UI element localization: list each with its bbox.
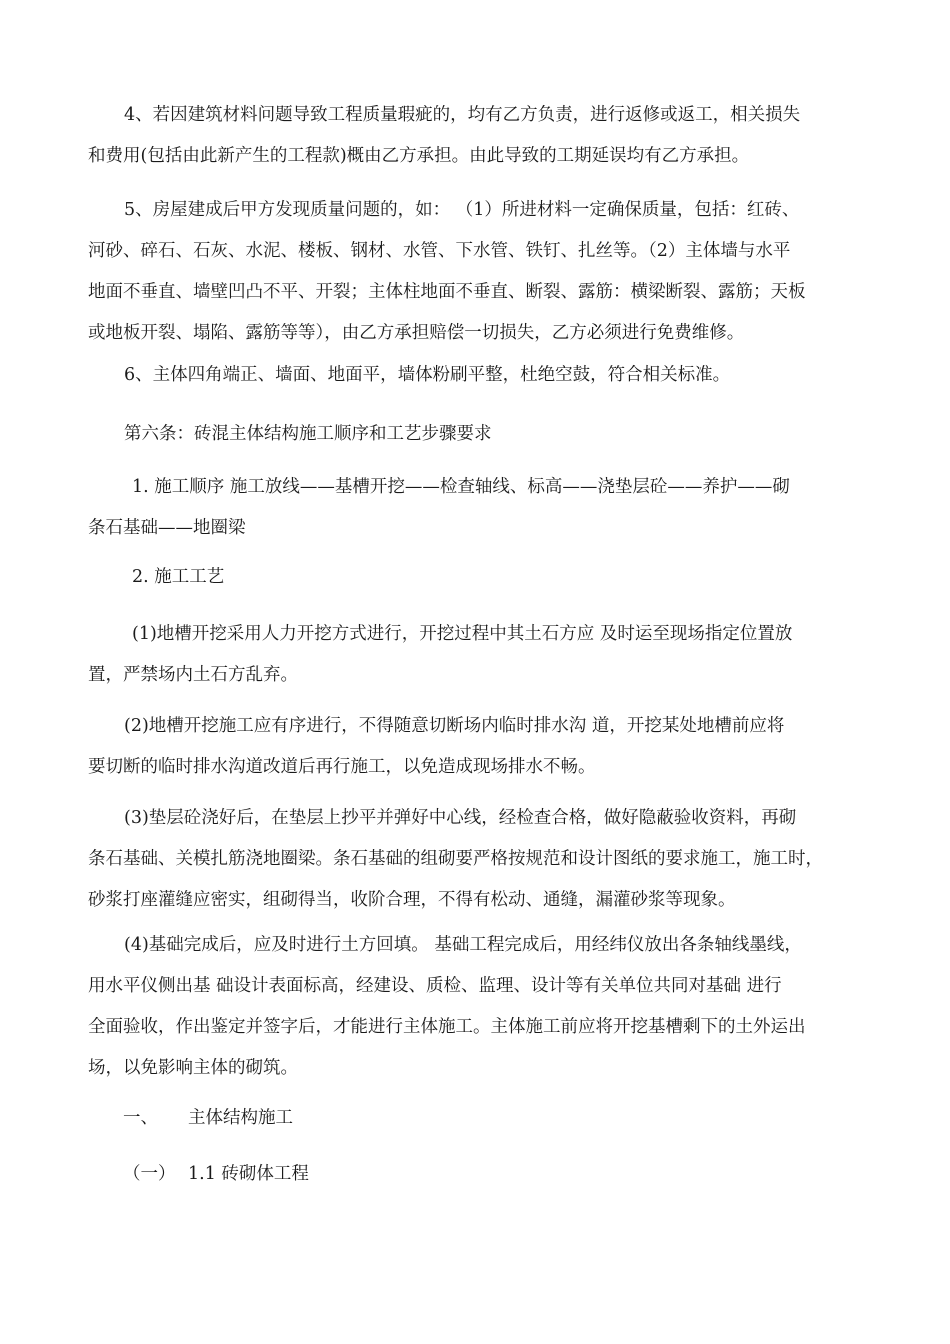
heading-1-number: 一、 xyxy=(123,1108,158,1128)
text-line: 4、若因建筑材料问题导致工程质量瑕疵的，均有乙方负责，进行返修或返工，相关损失 xyxy=(124,105,801,125)
text-line: 和费用(包括由此新产生的工程款)概由乙方承担。由此导致的工期延误均有乙方承担。 xyxy=(88,146,750,166)
text-line: 条石基础、关模扎筋浇地圈梁。条石基础的组砌要严格按规范和设计图纸的要求施工，施工时， xyxy=(88,849,823,869)
text-line: 6、主体四角端正、墙面、地面平，墙体粉刷平整，杜绝空鼓，符合相关标准。 xyxy=(124,365,731,385)
text-line: 5、房屋建成后甲方发现质量问题的，如： （1）所进材料一定确保质量，包括：红砖、 xyxy=(124,200,800,220)
article-6-title xyxy=(88,414,874,455)
text-line: 条石基础——地圈梁 xyxy=(88,518,246,538)
section-construction-process xyxy=(88,557,874,598)
text-line: 场，以免影响主体的砌筑。 xyxy=(88,1058,298,1078)
text-line: 1. 施工顺序 施工放线——基槽开挖——检查轴线、标高——浇垫层砼——养护——砌 xyxy=(132,477,790,497)
clause-4 xyxy=(88,95,874,177)
heading-1-title: 主体结构施工 xyxy=(188,1108,293,1128)
text-line: 全面验收，作出鉴定并签字后，才能进行主体施工。主体施工前应将开挖基槽剩下的土外运出 xyxy=(88,1017,806,1037)
heading-2-number: （一） xyxy=(123,1164,176,1184)
text-line: 地面不垂直、墙壁凹凸不平、开裂；主体柱地面不垂直、断裂、露筋：横梁断裂、露筋；天板 xyxy=(88,282,806,302)
item-4 xyxy=(88,925,874,1089)
item-3 xyxy=(88,798,874,921)
text-line: 用水平仪侧出基 础设计表面标高，经建设、质检、监理、设计等有关单位共同对基础 进行 xyxy=(88,976,782,996)
text-line: 2. 施工工艺 xyxy=(132,567,225,587)
clause-5 xyxy=(88,190,874,354)
text-line: 第六条：砖混主体结构施工顺序和工艺步骤要求 xyxy=(124,424,492,444)
text-line: 河砂、碎石、石灰、水泥、楼板、钢材、水管、下水管、铁钉、扎丝等。（2）主体墙与水平 xyxy=(88,241,791,261)
clause-6 xyxy=(88,355,874,396)
text-line: 置，严禁场内土石方乱弃。 xyxy=(88,665,298,685)
item-1 xyxy=(88,614,874,696)
text-line: 或地板开裂、塌陷、露筋等等），由乙方承担赔偿一切损失，乙方必须进行免费维修。 xyxy=(88,323,745,343)
text-line: (2)地槽开挖施工应有序进行，不得随意切断场内临时排水沟 道，开挖某处地槽前应将 xyxy=(124,716,785,736)
text-line: 砂浆打座灌缝应密实，组砌得当，收阶合理，不得有松动、通缝，漏灌砂浆等现象。 xyxy=(88,890,736,910)
item-2 xyxy=(88,706,874,788)
text-line: (4)基础完成后，应及时进行土方回填。 基础工程完成后，用经纬仪放出各条轴线墨线， xyxy=(124,935,802,955)
heading-2-title: 1.1 砖砌体工程 xyxy=(188,1164,309,1184)
section-construction-order xyxy=(88,467,874,549)
text-line: (1)地槽开挖采用人力开挖方式进行，开挖过程中其土石方应 及时运至现场指定位置放 xyxy=(132,624,793,644)
text-line: 要切断的临时排水沟道改道后再行施工，以免造成现场排水不畅。 xyxy=(88,757,596,777)
text-line: (3)垫层砼浇好后，在垫层上抄平并弹好中心线，经检查合格，做好隐蔽验收资料，再砌 xyxy=(124,808,797,828)
